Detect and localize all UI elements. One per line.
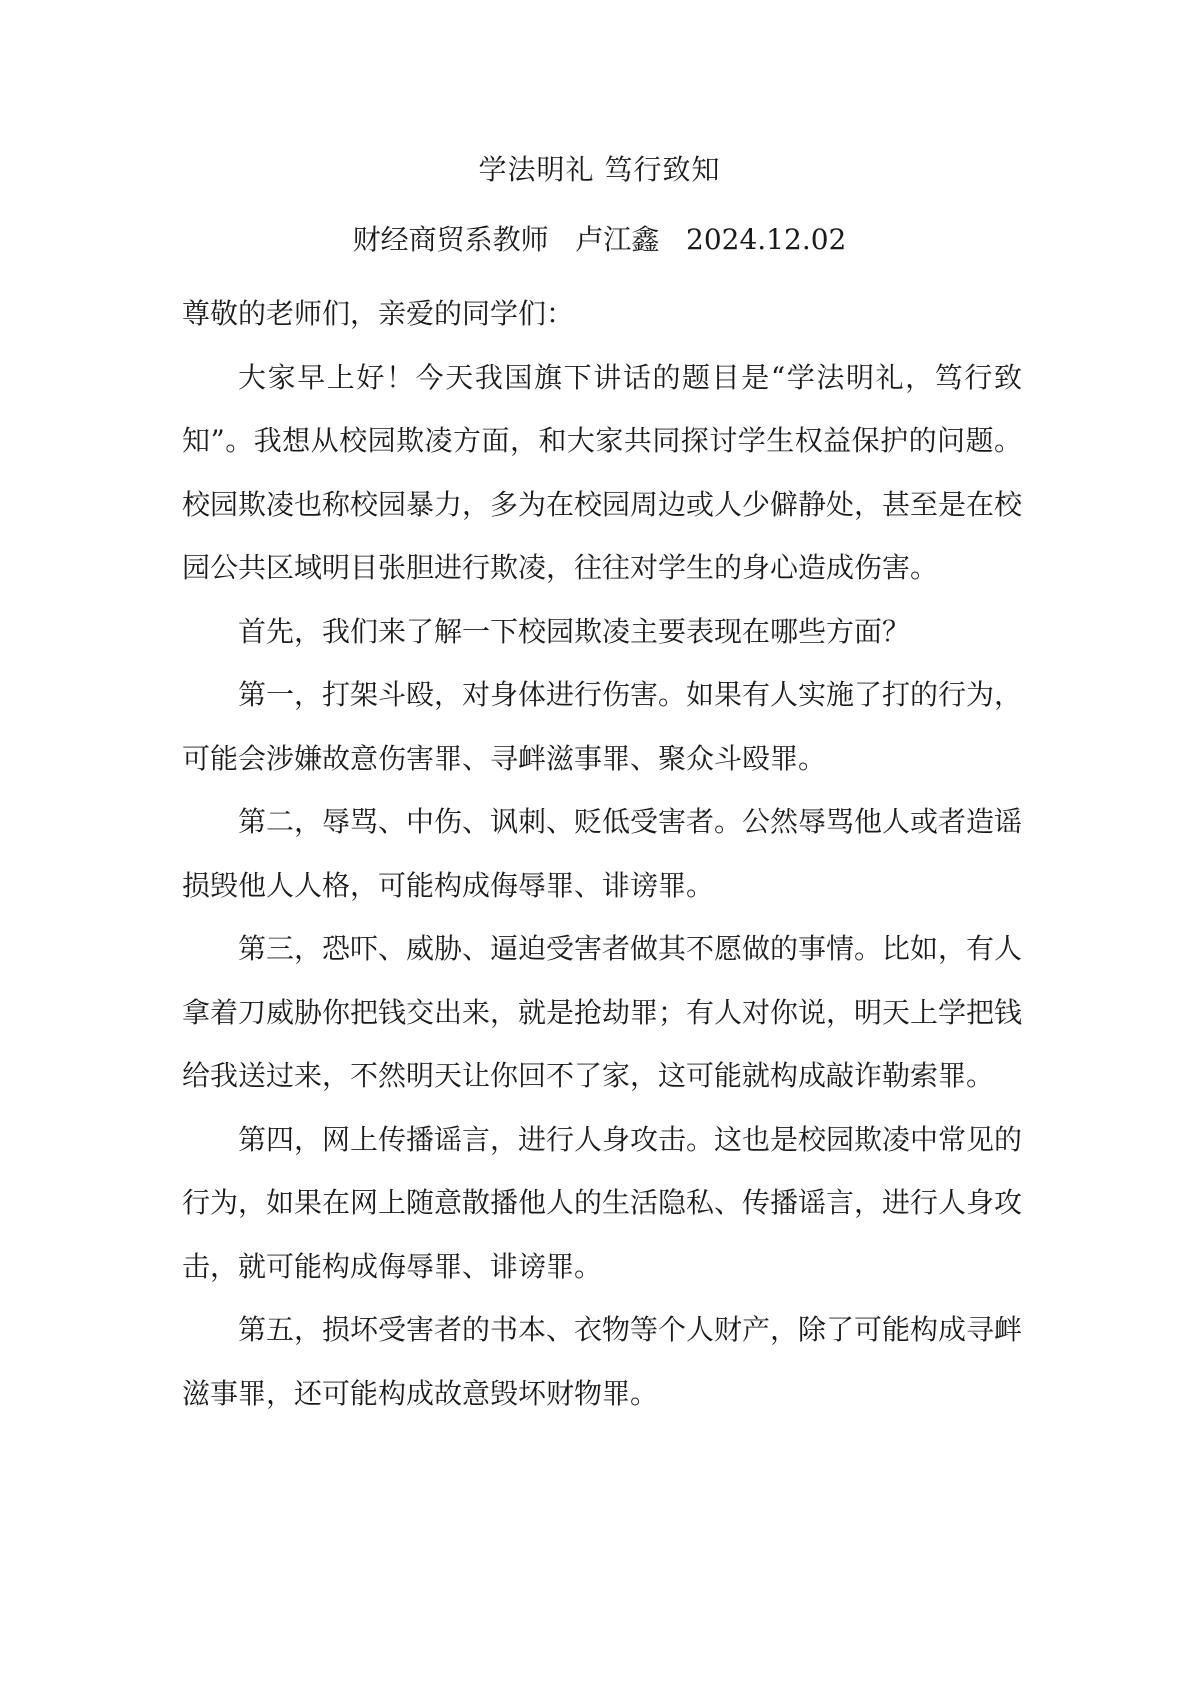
- document-body: [182, 282, 1022, 1425]
- paragraph-intro: 大家早上好！今天我国旗下讲话的题目是“学法明礼，笃行致知”。我想从校园欺凌方面，和大家共同探讨学生权益保护的问题。校园欺凌也称校园暴力，多为在校园周边或人少僻静处，甚至是在校园公共区域明目张胆进行欺凌，往往对学生的身心造成伤害。: [182, 360, 1023, 584]
- paragraph-point-4: 第四，网上传播谣言，进行人身攻击。这也是校园欺凌中常见的行为，如果在网上随意散播他人的生活隐私、传播谣言，进行人身攻击，就可能构成侮辱罪、诽谤罪。: [182, 1122, 1023, 1283]
- paragraph-point-5: 第五，损坏受害者的书本、衣物等个人财产，除了可能构成寻衅滋事罪，还可能构成故意毁坏财物罪。: [182, 1313, 1023, 1410]
- author-byline: 财经商贸系教师 卢江鑫 2024.12.02: [352, 223, 847, 256]
- paragraph-point-1: 第一，打架斗殴，对身体进行伤害。如果有人实施了打的行为，可能会涉嫌故意伤害罪、寻衅滋事罪、聚众斗殴罪。: [182, 678, 1023, 775]
- paragraph-question: 首先，我们来了解一下校园欺凌主要表现在哪些方面？: [238, 614, 911, 648]
- paragraph-point-3: 第三，恐吓、威胁、逼迫受害者做其不愿做的事情。比如，有人拿着刀威胁你把钱交出来，就是抢劫罪；有人对你说，明天上学把钱给我送过来，不然明天让你回不了家，这可能就构成敲诈勒索罪。: [182, 932, 1023, 1092]
- document-title: 学法明礼 笃行致知: [478, 153, 721, 186]
- paragraph-point-2: 第二，辱骂、中伤、讽刺、贬低受害者。公然辱骂他人或者造谣损毁他人人格，可能构成侮辱罪、诽谤罪。: [182, 805, 1023, 902]
- salutation: 尊敬的老师们，亲爱的同学们：: [182, 297, 575, 330]
